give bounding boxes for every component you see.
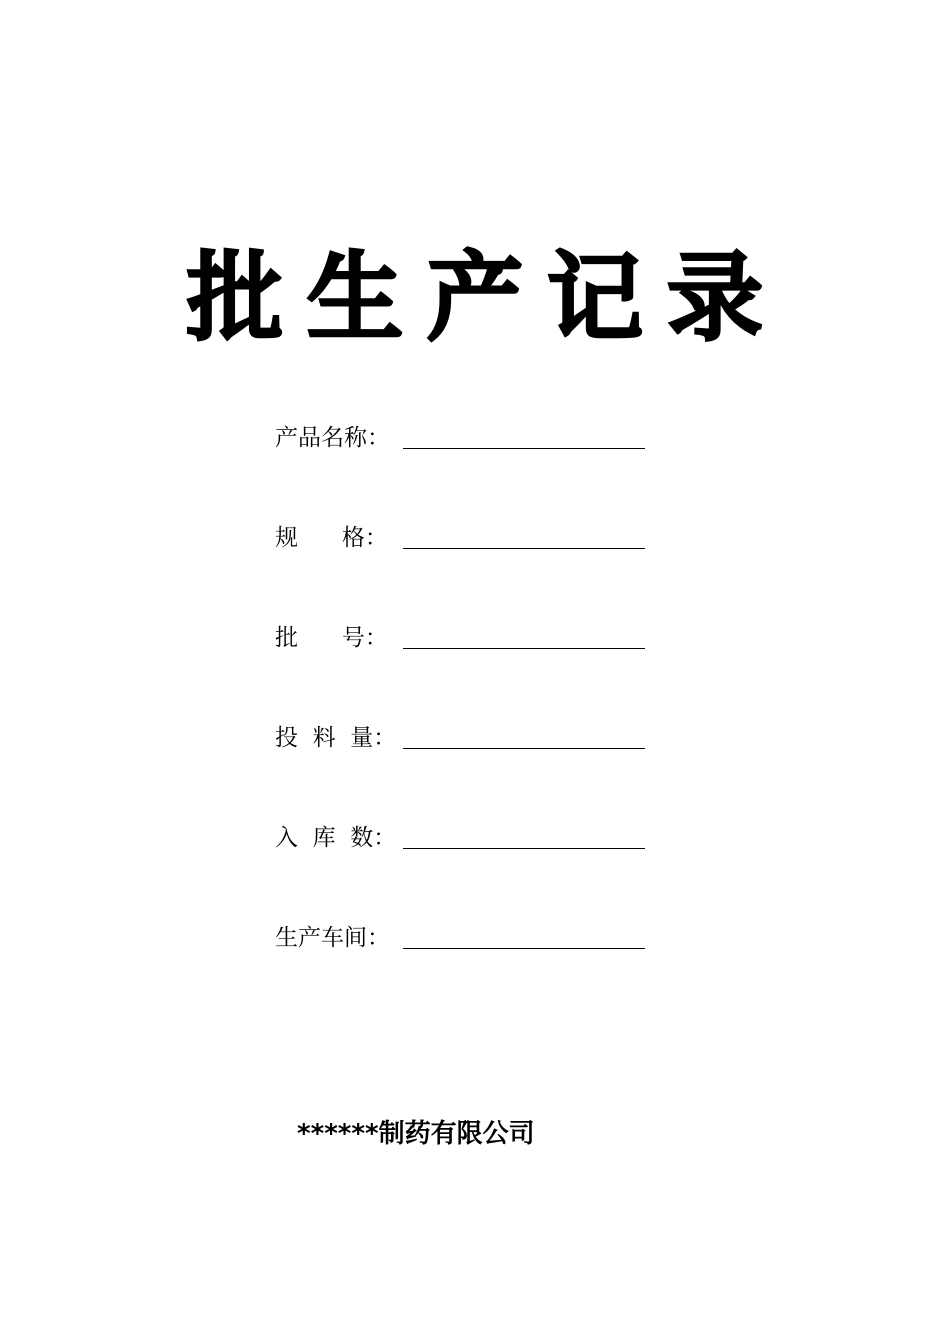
field-specification [275, 518, 695, 618]
title-char: 录 [667, 241, 763, 354]
company-name: ******制药有限公司 [297, 1119, 535, 1149]
title-char: 记 [547, 241, 643, 354]
field-label: 入 库 数： [275, 825, 397, 851]
field-label: 产品名称： [275, 425, 390, 451]
title-char: 生 [307, 241, 403, 354]
fill-in-line [403, 448, 645, 449]
field-product-name [275, 418, 695, 518]
field-warehouse-count [275, 818, 695, 918]
fill-in-line [403, 948, 645, 949]
form-fields [275, 418, 695, 1018]
field-batch-number [275, 618, 695, 718]
fill-in-line [403, 848, 645, 849]
field-label: 规 格： [275, 525, 388, 551]
fill-in-line [403, 748, 645, 749]
fill-in-line [403, 548, 645, 549]
field-production-workshop [275, 918, 695, 1018]
field-label: 生产车间： [275, 925, 390, 951]
title-char: 批 [187, 241, 283, 354]
fill-in-line [403, 648, 645, 649]
field-feed-quantity [275, 718, 695, 818]
document-title [0, 238, 950, 358]
field-label: 批 号： [275, 625, 388, 651]
field-label: 投 料 量： [275, 725, 397, 751]
title-char: 产 [427, 241, 523, 354]
